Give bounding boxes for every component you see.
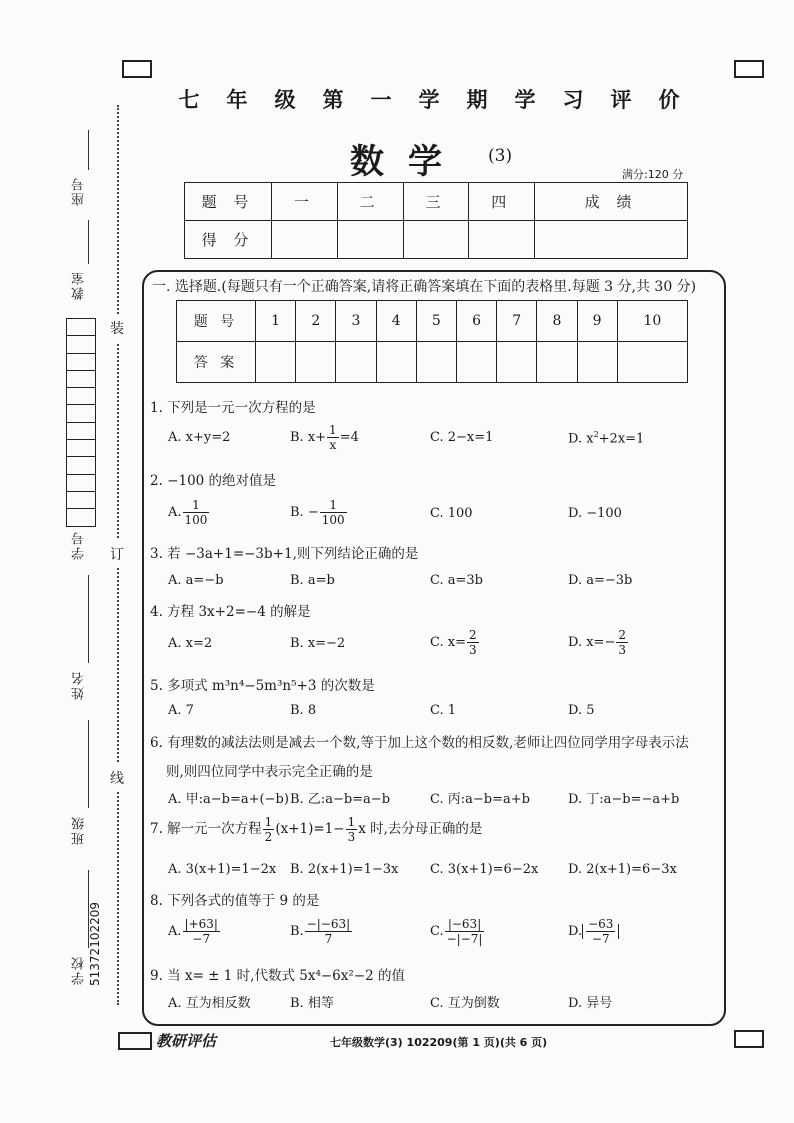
answer-cell[interactable] — [497, 342, 537, 383]
full-score: 满分:120 分 — [622, 168, 684, 181]
score-cell-total[interactable] — [535, 221, 688, 259]
exam-code: 51372102209 — [88, 902, 102, 986]
binding-char-ding: 订 — [110, 540, 124, 568]
answer-cell[interactable] — [456, 342, 496, 383]
question-4-option-c: C. x= $\frac{2}{3}$ — [430, 628, 477, 657]
question-5-option-d: D. 5 — [568, 703, 595, 718]
class-line — [88, 720, 89, 808]
section-title: 一. 选择题.(每题只有一个正确答案,请将正确答案填在下面的表格里.每题 3 分,共 30 分) — [152, 279, 697, 295]
subject-title: 数学 — [350, 142, 466, 182]
question-5-option-b: B. 8 — [290, 703, 317, 718]
answer-cell[interactable] — [376, 342, 416, 383]
student-id-grid[interactable] — [66, 318, 96, 527]
answer-cell[interactable] — [577, 342, 617, 383]
corner-mark-top-right — [734, 60, 764, 78]
question-2-stem: 2. −100 的绝对值是 — [150, 473, 277, 489]
question-6-stem-line-1: 6. 有理数的减法法则是减去一个数,等于加上这个数的相反数,老师让四位同学用字母表示法 — [150, 735, 689, 751]
name-label: 姓名 — [72, 670, 87, 700]
question-9-option-a: A. 互为相反数 — [168, 996, 251, 1011]
question-8-option-c: C. $\frac{|-63|}{-|-7|}$ — [430, 917, 483, 946]
answer-cell[interactable] — [416, 342, 456, 383]
question-3-option-a: A. a=−b — [168, 573, 224, 588]
question-7-option-c: C. 3(x+1)=6−2x — [430, 862, 539, 877]
classroom-label: 教室 — [72, 270, 87, 300]
question-1-option-a: A. x+y=2 — [168, 430, 231, 445]
answer-table — [176, 300, 688, 383]
school-label: 学校 — [72, 955, 87, 985]
answer-table-number-row: 题 号 1 2 3 4 5 6 7 8 9 10 — [177, 301, 688, 342]
question-4-option-a: A. x=2 — [168, 636, 213, 651]
question-3-stem: 3. 若 −3a+1=−3b+1,则下列结论正确的是 — [150, 546, 419, 562]
question-9-option-d: D. 异号 — [568, 996, 613, 1011]
corner-mark-bottom-right — [734, 1030, 764, 1048]
seat-label: 座号 — [72, 176, 87, 206]
question-4-stem: 4. 方程 3x+2=−4 的解是 — [150, 604, 311, 620]
question-9-option-c: C. 互为倒数 — [430, 996, 500, 1011]
corner-mark-top-left — [122, 60, 152, 78]
question-8-option-a: A. $\frac{|+63|}{-7}$ — [168, 917, 218, 946]
question-5-option-c: C. 1 — [430, 703, 457, 718]
question-6-option-c: C. 丙:a−b=a+b — [430, 792, 530, 807]
classroom-line — [88, 220, 89, 264]
footer-brand: 教研评估 — [156, 1032, 217, 1050]
question-7-option-a: A. 3(x+1)=1−2x — [168, 862, 277, 877]
class-label: 班级 — [72, 815, 87, 845]
question-9-stem: 9. 当 x= ± 1 时,代数式 5x⁴−6x²−2 的值 — [150, 968, 405, 984]
question-7-stem: 7. 解一元一次方程 $\frac{1}{2}$ (x+1)=1− $\frac{1}{3}$ x 时,去分母正确的是 — [150, 815, 483, 844]
score-table — [184, 182, 688, 259]
question-6-option-b: B. 乙:a−b=a−b — [290, 792, 391, 807]
question-8-option-d: D. $\frac{-63}{-7}$ — [568, 917, 619, 946]
answer-table-answer-row: 答 案 — [177, 342, 688, 383]
question-8-option-b: B. $\frac{-|-63|}{7}$ — [290, 917, 351, 946]
question-7-option-b: B. 2(x+1)=1−3x — [290, 862, 399, 877]
question-4-option-b: B. x=−2 — [290, 636, 346, 651]
answer-cell[interactable] — [537, 342, 577, 383]
question-3-option-d: D. a=−3b — [568, 573, 633, 588]
question-1-option-b: B. x+ $\frac{1}{x}$ =4 — [290, 423, 359, 452]
question-9-option-b: B. 相等 — [290, 996, 334, 1011]
question-5-stem: 5. 多项式 m³n⁴−5m³n⁵+3 的次数是 — [150, 678, 375, 694]
student-id-label: 学号 — [72, 530, 87, 560]
question-2-option-d: D. −100 — [568, 506, 622, 521]
question-1-option-d: D. $x^2+2x=1$ — [568, 430, 645, 447]
seat-line — [88, 130, 89, 170]
binding-char-zhuang: 装 — [110, 314, 124, 342]
question-2-option-a: A. $\frac{1}{100}$ — [168, 498, 208, 527]
footer-page-info: 七年级数学(3) 102209(第 1 页)(共 6 页) — [330, 1036, 548, 1049]
subject-number: (3) — [488, 146, 513, 166]
score-cell-4[interactable] — [469, 221, 535, 259]
score-table-score-row: 得 分 — [185, 221, 688, 259]
answer-cell[interactable] — [336, 342, 376, 383]
answer-cell[interactable] — [256, 342, 296, 383]
question-5-option-a: A. 7 — [168, 703, 194, 718]
question-6-option-a: A. 甲:a−b=a+(−b) — [168, 792, 289, 807]
score-cell-1[interactable] — [272, 221, 338, 259]
question-1-option-c: C. 2−x=1 — [430, 430, 494, 445]
footer-mark — [118, 1032, 152, 1050]
binding-char-xian: 线 — [110, 764, 124, 792]
score-cell-2[interactable] — [337, 221, 403, 259]
question-1-stem: 1. 下列是一元一次方程的是 — [150, 400, 316, 416]
answer-cell[interactable] — [617, 342, 687, 383]
score-table-header-row: 题 号 一 二 三 四 成 绩 — [185, 183, 688, 221]
question-3-option-c: C. a=3b — [430, 573, 483, 588]
question-2-option-b: B. − $\frac{1}{100}$ — [290, 498, 345, 527]
name-line — [88, 575, 89, 663]
question-7-option-d: D. 2(x+1)=6−3x — [568, 862, 677, 877]
question-6-stem-line-2: 则,则四位同学中表示完全正确的是 — [166, 764, 373, 780]
question-2-option-c: C. 100 — [430, 506, 473, 521]
question-6-option-d: D. 丁:a−b=−a+b — [568, 792, 680, 807]
question-3-option-b: B. a=b — [290, 573, 335, 588]
exam-title: 七 年 级 第 一 学 期 学 习 评 价 — [178, 88, 682, 112]
answer-cell[interactable] — [296, 342, 336, 383]
question-8-stem: 8. 下列各式的值等于 9 的是 — [150, 893, 320, 909]
question-4-option-d: D. x=− $\frac{2}{3}$ — [568, 628, 626, 657]
score-cell-3[interactable] — [403, 221, 469, 259]
